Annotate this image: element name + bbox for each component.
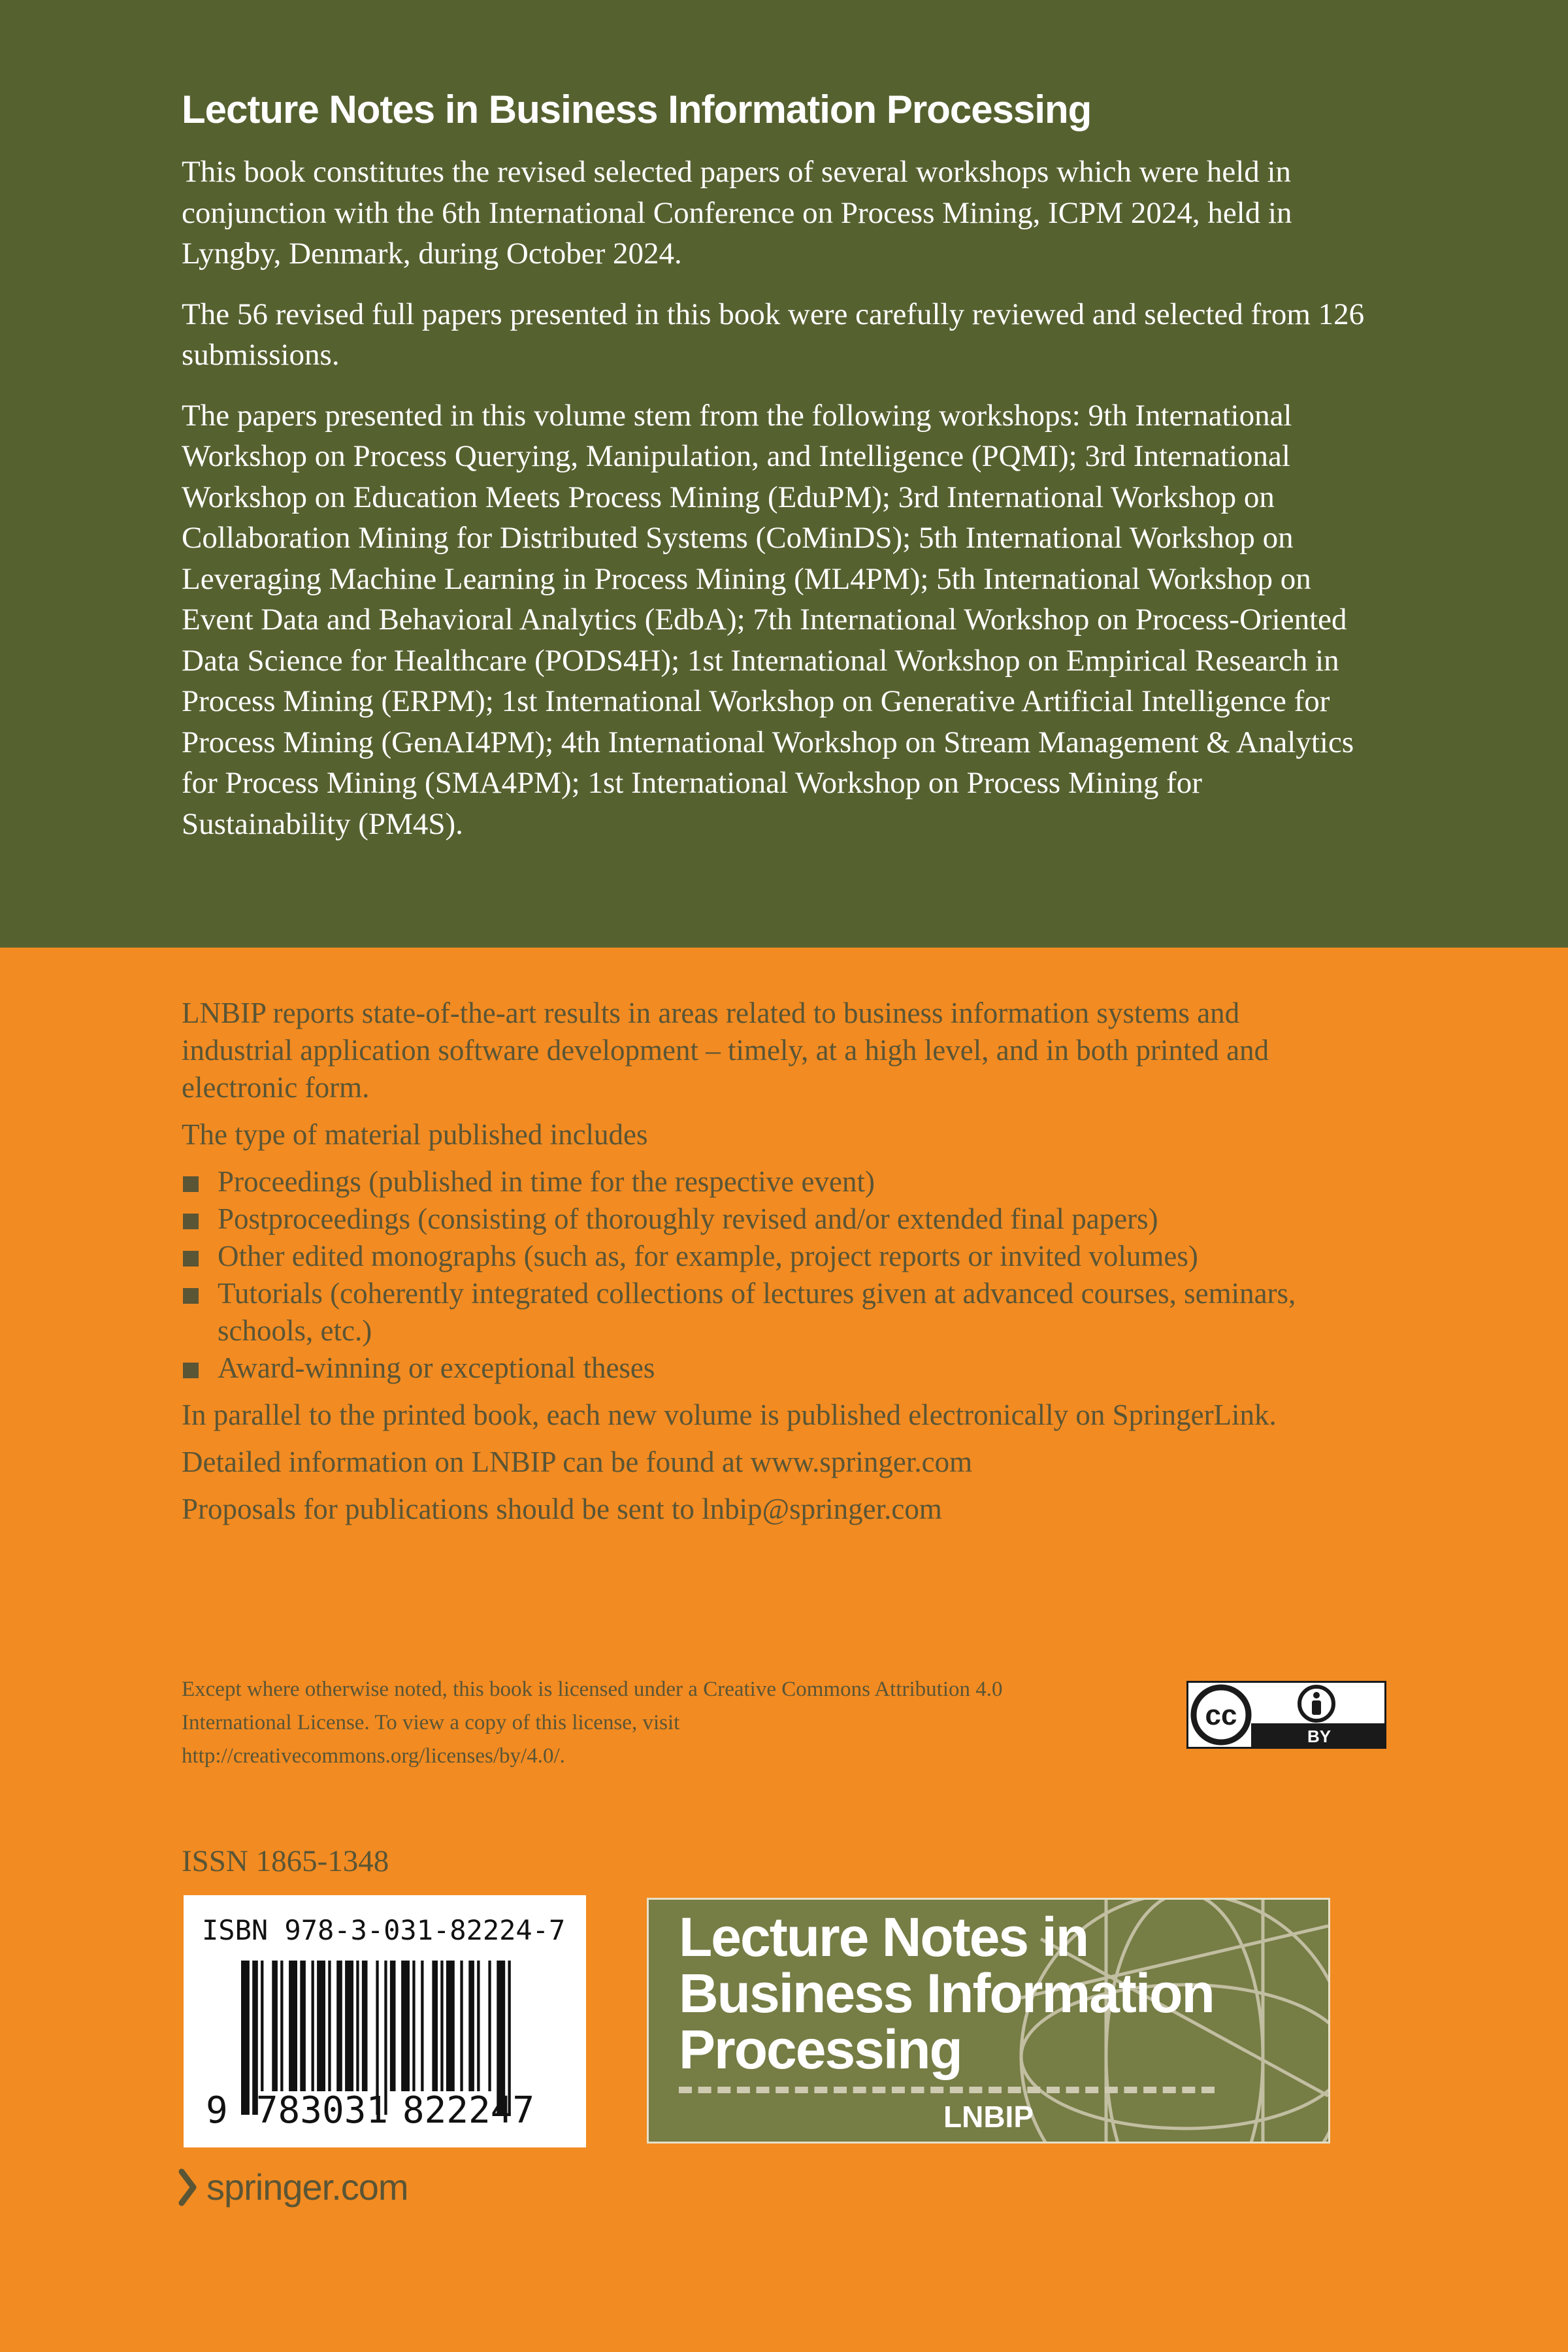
barcode-graphic [184, 1895, 586, 2147]
cc-by-icon [1188, 1683, 1384, 1747]
cc-symbol-text: cc [1205, 1699, 1237, 1731]
description-text [182, 152, 1377, 864]
square-bullet-icon [183, 1214, 199, 1229]
barcode-bar [356, 1961, 359, 2091]
list-item-text: Other edited monographs (such as, for example, project reports or invited volumes) [218, 1240, 1198, 1272]
barcode-bar [440, 1961, 443, 2091]
cc-by-text: BY [1307, 1727, 1331, 1746]
barcode-bar [336, 1961, 342, 2091]
barcode-bar [241, 1961, 250, 2115]
electronic-publication-note: In parallel to the printed book, each new volume is published electronically on SpringerLink. [182, 1399, 1277, 1431]
barcode-bar [412, 1961, 415, 2091]
barcode-digit-first: 9 [206, 2089, 228, 2132]
lnbip-series-logo [647, 1898, 1330, 2144]
barcode-bar [280, 1961, 283, 2091]
list-item [182, 1163, 1331, 1201]
series-info-panel [0, 948, 1568, 2352]
lnbip-description [182, 995, 1331, 1538]
material-type-list [182, 1163, 1331, 1387]
list-item-text: Award-winning or exceptional theses [218, 1351, 655, 1384]
license-notice: Except where otherwise noted, this book is licensed under a Creative Commons Attribution 4.0 International License. To view a copy of this license, visit http://creativecommons.org/licenses/by/4.0/. [182, 1678, 1003, 1768]
square-bullet-icon [183, 1251, 199, 1267]
square-bullet-icon [183, 1288, 199, 1304]
issn-number: ISSN 1865-1348 [182, 1844, 389, 1878]
description-paragraph-conference: This book constitutes the revised selected papers of several workshops which were held in conjunction with the 6th International Conference on Process Mining, ICPM 2024, held in Lyngby, Denmark, during October 2024. [182, 155, 1292, 271]
barcode-digits-left: 783031 [255, 2089, 389, 2132]
description-paragraph-workshops: The papers presented in this volume stem from the following workshops: 9th International Workshop on Process Querying, Manipulation, and Intelligence (PQMI); 3rd International Workshop on Education Meets Process Mining (EduPM); 3rd International Workshop on Collaboration Mining for Distributed Systems (CoMinDS); 5th International Workshop on Leveraging Machine Learning in Process Mining (ML4PM); 5th International Workshop on Event Data and Behavioral Analytics (EdbA); 7th International Workshop on Process-Oriented Data Science for Healthcare (PODS4H); 1st International Workshop on Empirical Research in Process Mining (ERPM); 1st International Workshop on Generative Artificial Intelligence for Process Mining (GenAI4PM); 4th International Workshop on Stream Management & Analytics for Process Mining (SMA4PM); 1st International Workshop on Process Mining for Sustainability (PM4S). [182, 398, 1354, 841]
square-bullet-icon [183, 1176, 199, 1192]
barcode-bar [328, 1961, 331, 2091]
isbn-barcode [184, 1895, 586, 2147]
list-item-text: Tutorials (coherently integrated collections of lectures given at advanced courses, seminars, schools, etc.) [218, 1277, 1296, 1347]
proposals-contact-text: Proposals for publications should be sent to lnbip@springer.com [182, 1493, 942, 1525]
barcode-bar [300, 1961, 306, 2091]
springer-link-text: springer.com [206, 2166, 408, 2208]
barcode-bar [390, 1961, 396, 2091]
springer-link[interactable] [178, 2163, 408, 2211]
barcode-bar [317, 1961, 325, 2091]
barcode-bar [272, 1961, 278, 2091]
series-logo-divider [679, 2087, 1215, 2093]
barcode-bar [488, 1961, 491, 2091]
isbn-label: ISBN 978-3-031-82224-7 [202, 1914, 566, 1946]
barcode-bar [289, 1961, 297, 2091]
barcode-bar [432, 1961, 438, 2091]
barcode-bar [446, 1961, 455, 2091]
description-paragraph-papers: The 56 revised full papers presented in this book were carefully reviewed and selected from 126 submissions. [182, 297, 1365, 372]
list-item-text: Proceedings (published in time for the respective event) [218, 1165, 875, 1198]
series-heading: Lecture Notes in Business Information Processing [182, 88, 1092, 131]
series-logo-title: Lecture Notes in Business Information Processing [679, 1906, 1214, 2080]
description-panel [0, 0, 1568, 948]
list-item [182, 1238, 1331, 1275]
lnbip-intro: LNBIP reports state-of-the-art results in areas related to business information systems and industrial application software development – timely, at a high level, and in both printed and electronic form. [182, 997, 1269, 1104]
barcode-bar [468, 1961, 474, 2091]
barcode-bar [312, 1961, 314, 2091]
barcode-bar [261, 1961, 263, 2091]
types-heading: The type of material published includes [182, 1118, 648, 1151]
list-item-text: Postproceedings (consisting of thoroughly revised and/or extended final papers) [218, 1202, 1158, 1235]
barcode-bar [401, 1961, 410, 2091]
square-bullet-icon [183, 1363, 199, 1378]
barcode-bar [421, 1961, 423, 2091]
chevron-right-icon [178, 2168, 197, 2207]
series-logo-abbr: LNBIP [943, 2100, 1034, 2134]
list-item [182, 1350, 1331, 1387]
barcode-bar [477, 1961, 480, 2091]
barcode-digits-right: 822247 [402, 2089, 535, 2132]
barcode-bar [362, 1961, 368, 2091]
cc-by-badge [1186, 1681, 1386, 1749]
list-item [182, 1201, 1331, 1238]
barcode-bar [345, 1961, 353, 2091]
lnbip-info-link-text: Detailed information on LNBIP can be found at www.springer.com [182, 1446, 973, 1478]
list-item [182, 1275, 1331, 1350]
barcode-bar [460, 1961, 463, 2091]
